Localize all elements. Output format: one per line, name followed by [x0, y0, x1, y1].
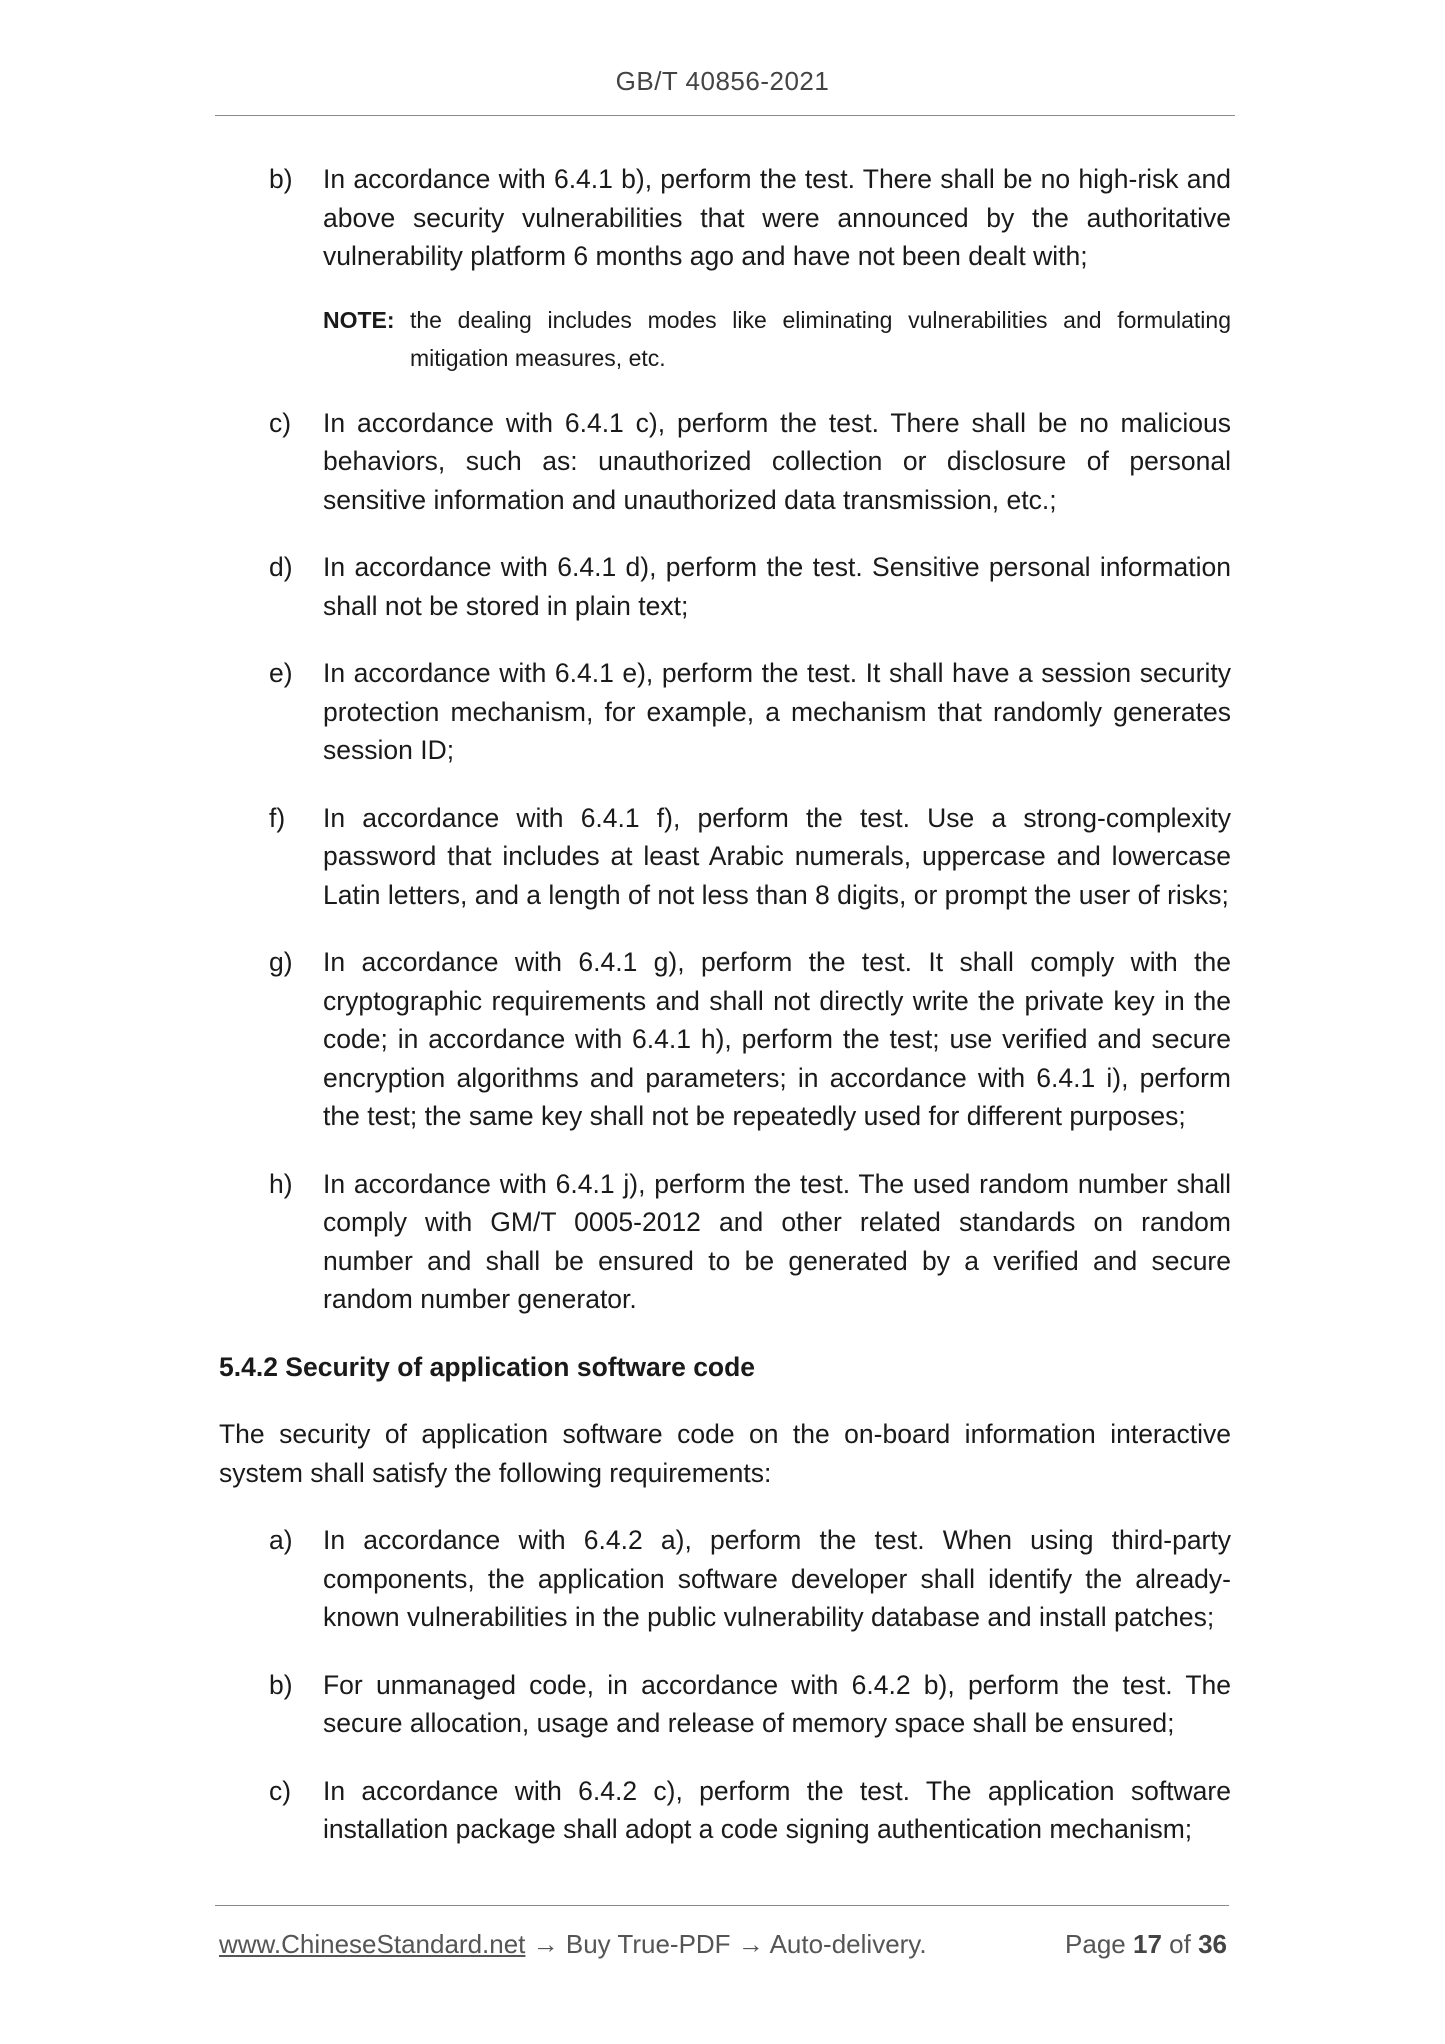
footer-tagline: → Buy True-PDF → Auto-delivery. [525, 1929, 927, 1959]
list-item-text: In accordance with 6.4.1 j), perform the test. The used random number shall comply with GM/T 0005-2012 and other related standards on random number and shall be ensured to be generated by a verified and secure random number generator. [323, 1168, 1231, 1314]
list-item-text: In accordance with 6.4.1 f), perform the test. Use a strong-complexity password that includes at least Arabic numerals, uppercase and lowercase Latin letters, and a length of not less than 8 digits, or prompt the user of risks; [323, 802, 1231, 910]
page-footer [219, 1926, 1227, 1962]
note-label: NOTE: [323, 306, 395, 333]
list-item-label: a) [269, 1525, 293, 1555]
list-item-text: In accordance with 6.4.1 e), perform the test. It shall have a session security protection mechanism, for example, a mechanism that randomly generates session ID; [323, 658, 1231, 765]
list-item-label: e) [269, 658, 293, 688]
list-item [219, 799, 1231, 915]
list-item-text: For unmanaged code, in accordance with 6.4.2 b), perform the test. The secure allocation, usage and release of memory space shall be ensured; [323, 1669, 1231, 1738]
header-divider [215, 115, 1235, 116]
section-heading: 5.4.2 Security of application software code [219, 1351, 756, 1382]
list-item-text: In accordance with 6.4.1 d), perform the test. Sensitive personal information shall not be stored in plain text; [323, 552, 1231, 621]
note-text: the dealing includes modes like eliminating vulnerabilities and formulating mitigation measures, etc. [410, 306, 1231, 371]
of-word: of [1169, 1929, 1191, 1959]
list-item [219, 943, 1231, 1136]
total-pages: 36 [1198, 1929, 1227, 1959]
list-item-text: In accordance with 6.4.1 g), perform the test. It shall comply with the cryptographic requirements and shall not directly write the private key in the code; in accordance with 6.4.1 h), perform the test; use verified and secure encryption algorithms and parameters; in accordance with 6.4.1 i), perform the test; the same key shall not be repeatedly used for different purposes; [323, 947, 1231, 1131]
website-link[interactable]: www.ChineseStandard.net [219, 1929, 526, 1959]
list-item [219, 1521, 1231, 1637]
list-item-text: In accordance with 6.4.2 a), perform the test. When using third-party components, the application software developer shall identify the already-known vulnerabilities in the public vulnerability database and install patches; [323, 1525, 1231, 1632]
list-item [219, 1666, 1231, 1743]
list-item-label: d) [269, 552, 293, 582]
page-number: 17 [1133, 1929, 1162, 1959]
page-indicator [1065, 1926, 1227, 1962]
note-block [219, 301, 1231, 378]
list-item [219, 404, 1231, 520]
page-body [219, 160, 1231, 1878]
page-word: Page [1065, 1929, 1126, 1959]
list-item [219, 548, 1231, 625]
list-item-label: b) [269, 164, 293, 194]
list-item [219, 1165, 1231, 1319]
document-header-id: GB/T 40856-2021 [615, 66, 830, 96]
list-item-text: In accordance with 6.4.2 c), perform the test. The application software installation package shall adopt a code signing authentication mechanism; [323, 1775, 1231, 1844]
list-item-label: g) [269, 947, 293, 977]
list-item-label: c) [269, 1775, 292, 1806]
list-item-text: In accordance with 6.4.1 c), perform the test. There shall be no malicious behaviors, such as: unauthorized collection or disclosure of personal sensitive information and unauthorized data transmission, etc.; [323, 407, 1231, 515]
list-item [219, 1772, 1231, 1849]
footer-divider [215, 1905, 1229, 1906]
list-item [219, 654, 1231, 770]
list-item-label: c) [269, 407, 292, 438]
list-item-text: In accordance with 6.4.1 b), perform the test. There shall be no high-risk and above security vulnerabilities that were announced by the authoritative vulnerability platform 6 months ago and have not been dealt with; [323, 164, 1231, 271]
list-item-label: f) [269, 802, 286, 833]
list-item-label: b) [269, 1669, 293, 1700]
list-item [219, 160, 1231, 276]
section-intro: The security of application software code on the on-board information interactive system shall satisfy the following requirements: [219, 1419, 1231, 1488]
list-item-label: h) [269, 1168, 293, 1199]
